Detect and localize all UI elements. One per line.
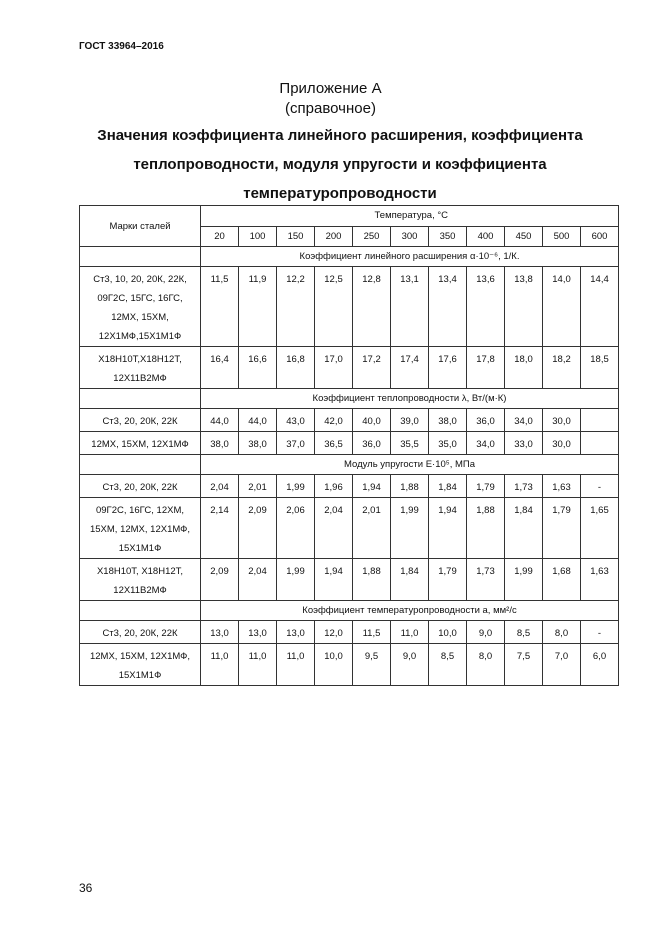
- steel-grade-cell: [80, 644, 201, 686]
- value-cell: 2,06: [277, 498, 315, 559]
- value-cell: 2,01: [239, 475, 277, 498]
- temperature-cell: 500: [543, 226, 581, 247]
- coefficients-table: [79, 205, 619, 686]
- value-cell: 1,73: [467, 559, 505, 601]
- value-cell: 14,0: [543, 267, 581, 347]
- steel-grade-line: Ст3, 20, 20К, 22К: [102, 416, 178, 427]
- value-cell: 1,88: [353, 559, 391, 601]
- section-label: Коэффициент линейного расширения α·10⁻⁶, 1/К.: [201, 247, 619, 267]
- value-cell: 13,8: [505, 267, 543, 347]
- steel-grade-cell: [80, 621, 201, 644]
- value-cell: 1,68: [543, 559, 581, 601]
- value-cell: 1,79: [429, 559, 467, 601]
- table-row: [80, 498, 619, 559]
- value-cell: 12,8: [353, 267, 391, 347]
- value-cell: 34,0: [467, 432, 505, 455]
- section-blank-cell: [80, 389, 201, 409]
- heading-line: теплопроводности, модуля упругости и коэффициента: [133, 156, 547, 173]
- value-cell: 18,5: [581, 347, 619, 389]
- steel-grade-cell: [80, 498, 201, 559]
- document-code: ГОСТ 33964–2016: [79, 41, 164, 52]
- heading-line: Значения коэффициента линейного расширения, коэффициента: [97, 127, 583, 144]
- value-cell: 2,04: [315, 498, 353, 559]
- value-cell: 33,0: [505, 432, 543, 455]
- section-label: Коэффициент температуропроводности a, мм²/с: [201, 601, 619, 621]
- steel-grade-header: Марки сталей: [80, 206, 201, 247]
- value-cell: 36,0: [353, 432, 391, 455]
- value-cell: 1,96: [315, 475, 353, 498]
- value-cell: 2,04: [239, 559, 277, 601]
- value-cell: 9,0: [391, 644, 429, 686]
- value-cell: 12,0: [315, 621, 353, 644]
- value-cell: 14,4: [581, 267, 619, 347]
- value-cell: 8,5: [505, 621, 543, 644]
- value-cell: 38,0: [429, 409, 467, 432]
- value-cell: 7,5: [505, 644, 543, 686]
- steel-grade-line: Х18Н10Т,Х18Н12Т,: [98, 354, 182, 365]
- value-cell: 17,0: [315, 347, 353, 389]
- temperature-cell: 300: [391, 226, 429, 247]
- value-cell: -: [581, 475, 619, 498]
- value-cell: 44,0: [239, 409, 277, 432]
- table-row: [80, 432, 619, 455]
- header-row: [80, 206, 619, 227]
- steel-grade-line: Ст3, 20, 20К, 22К: [102, 482, 178, 493]
- steel-grade-line: 09Г2С, 16ГС, 12ХМ,: [95, 505, 184, 516]
- table-row: [80, 559, 619, 601]
- value-cell: 18,2: [543, 347, 581, 389]
- value-cell: 13,0: [277, 621, 315, 644]
- value-cell: 1,84: [505, 498, 543, 559]
- value-cell: 38,0: [239, 432, 277, 455]
- table-row: [80, 267, 619, 347]
- value-cell: 30,0: [543, 432, 581, 455]
- steel-grade-line: 12Х11В2МФ: [113, 585, 167, 596]
- table-row: [80, 621, 619, 644]
- steel-grade-line: 12МХ, 15ХМ, 12Х1МФ: [91, 439, 189, 450]
- section-label: Модуль упругости E·10⁵, МПа: [201, 455, 619, 475]
- section-row: [80, 389, 619, 409]
- value-cell: 1,79: [543, 498, 581, 559]
- value-cell: 44,0: [201, 409, 239, 432]
- temperature-cell: 20: [201, 226, 239, 247]
- temperature-cell: 600: [581, 226, 619, 247]
- value-cell: 2,01: [353, 498, 391, 559]
- temperature-cell: 150: [277, 226, 315, 247]
- value-cell: 8,5: [429, 644, 467, 686]
- value-cell: 1,94: [353, 475, 391, 498]
- value-cell: 13,6: [467, 267, 505, 347]
- steel-grade-cell: [80, 409, 201, 432]
- table-row: [80, 409, 619, 432]
- value-cell: 1,84: [391, 559, 429, 601]
- value-cell: 1,63: [581, 559, 619, 601]
- value-cell: 17,6: [429, 347, 467, 389]
- value-cell: [581, 432, 619, 455]
- value-cell: 18,0: [505, 347, 543, 389]
- value-cell: 6,0: [581, 644, 619, 686]
- value-cell: -: [581, 621, 619, 644]
- section-row: [80, 601, 619, 621]
- value-cell: 8,0: [543, 621, 581, 644]
- section-row: [80, 455, 619, 475]
- steel-grade-cell: [80, 475, 201, 498]
- value-cell: 16,6: [239, 347, 277, 389]
- value-cell: 13,4: [429, 267, 467, 347]
- value-cell: 38,0: [201, 432, 239, 455]
- section-blank-cell: [80, 247, 201, 267]
- steel-grade-line: 15Х1М1Ф: [118, 670, 162, 681]
- value-cell: 1,99: [505, 559, 543, 601]
- value-cell: 11,0: [277, 644, 315, 686]
- appendix-title: Приложение А: [279, 80, 382, 97]
- steel-grade-cell: [80, 559, 201, 601]
- value-cell: 1,84: [429, 475, 467, 498]
- value-cell: 2,09: [201, 559, 239, 601]
- steel-grade-line: 09Г2С, 15ГС, 16ГС,: [97, 293, 183, 304]
- value-cell: 12,2: [277, 267, 315, 347]
- steel-grade-cell: [80, 347, 201, 389]
- value-cell: 35,0: [429, 432, 467, 455]
- value-cell: 13,1: [391, 267, 429, 347]
- value-cell: 36,0: [467, 409, 505, 432]
- temperature-header: Температура, °С: [201, 206, 619, 227]
- value-cell: 11,0: [391, 621, 429, 644]
- section-row: [80, 247, 619, 267]
- temperature-cell: 450: [505, 226, 543, 247]
- value-cell: 17,4: [391, 347, 429, 389]
- steel-grade-line: Ст3, 20, 20К, 22К: [102, 628, 178, 639]
- value-cell: 1,88: [391, 475, 429, 498]
- value-cell: 1,99: [277, 475, 315, 498]
- temperature-cell: 400: [467, 226, 505, 247]
- value-cell: 1,99: [391, 498, 429, 559]
- value-cell: 35,5: [391, 432, 429, 455]
- value-cell: 43,0: [277, 409, 315, 432]
- value-cell: 11,0: [239, 644, 277, 686]
- steel-grade-line: Х18Н10Т, Х18Н12Т,: [96, 566, 184, 577]
- value-cell: 7,0: [543, 644, 581, 686]
- value-cell: 42,0: [315, 409, 353, 432]
- value-cell: 1,94: [429, 498, 467, 559]
- table-row: [80, 475, 619, 498]
- section-blank-cell: [80, 455, 201, 475]
- value-cell: 1,94: [315, 559, 353, 601]
- value-cell: 11,9: [239, 267, 277, 347]
- value-cell: 1,99: [277, 559, 315, 601]
- value-cell: 2,04: [201, 475, 239, 498]
- appendix-subtitle: (справочное): [285, 100, 376, 117]
- value-cell: 36,5: [315, 432, 353, 455]
- steel-grade-line: 15Х1М1Ф: [118, 543, 162, 554]
- value-cell: 11,5: [353, 621, 391, 644]
- table-row: [80, 347, 619, 389]
- page-number: 36: [79, 881, 93, 895]
- value-cell: 2,14: [201, 498, 239, 559]
- value-cell: 1,79: [467, 475, 505, 498]
- value-cell: 34,0: [505, 409, 543, 432]
- appendix-heading: [60, 121, 620, 208]
- steel-grade-line: 12Х11В2МФ: [113, 373, 167, 384]
- value-cell: 9,0: [467, 621, 505, 644]
- value-cell: 1,88: [467, 498, 505, 559]
- steel-grade-line: Ст3, 10, 20, 20К, 22К,: [93, 274, 187, 285]
- section-label: Коэффициент теплопроводности λ, Вт/(м·К): [201, 389, 619, 409]
- value-cell: [581, 409, 619, 432]
- value-cell: 9,5: [353, 644, 391, 686]
- steel-grade-line: 15ХМ, 12МХ, 12Х1МФ,: [89, 524, 191, 535]
- steel-grade-line: 12МХ, 15ХМ,: [111, 312, 169, 323]
- temperature-cell: 250: [353, 226, 391, 247]
- steel-grade-line: 12МХ, 15ХМ, 12Х1МФ,: [89, 651, 191, 662]
- value-cell: 40,0: [353, 409, 391, 432]
- value-cell: 39,0: [391, 409, 429, 432]
- value-cell: 1,65: [581, 498, 619, 559]
- value-cell: 30,0: [543, 409, 581, 432]
- heading-line: температуропроводности: [243, 185, 437, 202]
- value-cell: 10,0: [429, 621, 467, 644]
- value-cell: 1,63: [543, 475, 581, 498]
- steel-grade-line: 12Х1МФ,15Х1М1Ф: [98, 331, 182, 342]
- value-cell: 10,0: [315, 644, 353, 686]
- value-cell: 16,8: [277, 347, 315, 389]
- value-cell: 2,09: [239, 498, 277, 559]
- value-cell: 11,5: [201, 267, 239, 347]
- value-cell: 37,0: [277, 432, 315, 455]
- steel-grade-cell: [80, 432, 201, 455]
- value-cell: 1,73: [505, 475, 543, 498]
- value-cell: 11,0: [201, 644, 239, 686]
- value-cell: 13,0: [201, 621, 239, 644]
- value-cell: 17,8: [467, 347, 505, 389]
- steel-grade-cell: [80, 267, 201, 347]
- value-cell: 17,2: [353, 347, 391, 389]
- temperature-cell: 200: [315, 226, 353, 247]
- value-cell: 16,4: [201, 347, 239, 389]
- temperature-cell: 350: [429, 226, 467, 247]
- temperature-cell: 100: [239, 226, 277, 247]
- value-cell: 13,0: [239, 621, 277, 644]
- table-row: [80, 644, 619, 686]
- section-blank-cell: [80, 601, 201, 621]
- value-cell: 12,5: [315, 267, 353, 347]
- value-cell: 8,0: [467, 644, 505, 686]
